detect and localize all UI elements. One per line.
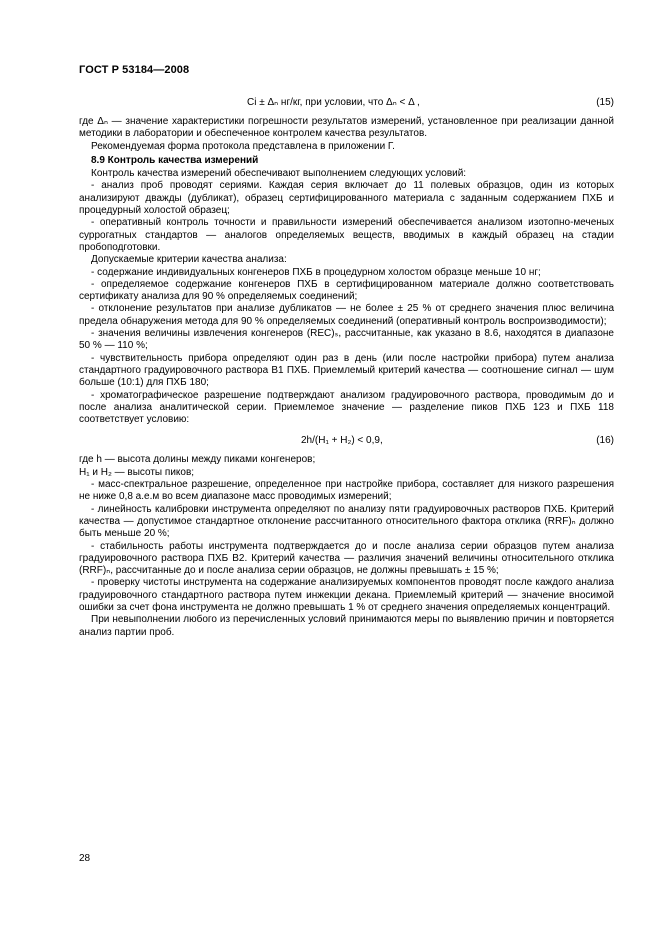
condition-item: - анализ проб проводят сериями. Каждая серия включает до 11 полевых образцов, один из которых анализируют дважды (дубликат), образец сертифицированного материала с заданным содержанием ПХБ и процедурный холостой образец; [79, 180, 614, 217]
definition-h: где h — высота долины между пиками конгенеров; [79, 454, 316, 466]
criterion-item: - линейность калибровки инструмента определяют по анализу пяти градуировочных растворов ПХБ. Критерий качества — допустимое стандартное отклонение рассчитанного относительного фактора отклика (RRF)ₙ должно быть меньше 20 %; [79, 503, 614, 540]
document-header: ГОСТ Р 53184—2008 [79, 64, 190, 76]
page-content [79, 94, 614, 639]
criterion-item: - хроматографическое разрешение подтверждают анализом градуировочного раствора, проводимым до и после анализа аналитической серии. Приемлемое значение — разделение пиков ПХБ 123 и ПХБ 118 соответствует условию: [79, 389, 614, 426]
criterion-item: - масс-спектральное разрешение, определенное при настройке прибора, составляет для низкого разрешения не ниже 0,8 а.е.м во всем диапазоне масс проводимых измерений; [79, 479, 614, 503]
section-intro: Контроль качества измерений обеспечивают выполнением следующих условий: [91, 168, 467, 180]
closing-paragraph: При невыполнении любого из перечисленных условий принимаются меры по выявлению причин и повторяется анализ партии проб. [79, 614, 614, 638]
criterion-item: - стабильность работы инструмента подтверждается до и после анализа серии образцов путем анализа градуировочного раствора ПХБ В2. Критерий качества — различия значений величины относительного отклика (RRF)ₙ, рассчитанные до и после анализа серии образцов, не должны превышать ± 15 %; [79, 540, 614, 577]
condition-item: - оперативный контроль точности и правильности измерений обеспечивается анализом изотопно-меченых суррогатных стандартов — аналогов определяемых веществ, вводимых в каждый образец на стадии пробоподготовки. [79, 217, 614, 253]
criterion-item: - значения величины извлечения конгенеров (REC)ₛ, рассчитанные, как указано в 8.6, находятся в диапазоне 50 % — 110 %; [79, 328, 614, 352]
definition-delta: где Δₙ — значение характеристики погрешности результатов измерений, установленное при реализации данной методики в лаборатории и обеспеченное контролем качества результатов. [79, 116, 614, 140]
formula-16-number: (16) [596, 435, 614, 447]
criterion-item: - содержание индивидуальных конгенеров ПХБ в процедурном холостом образце меньше 10 нг; [91, 266, 541, 278]
formula-15 [79, 94, 614, 112]
definition-H: H₁ и H₂ — высоты пиков; [79, 466, 195, 478]
criteria-intro: Допускаемые критерии качества анализа: [91, 254, 287, 266]
section-heading: 8.9 Контроль качества измерений [91, 154, 259, 166]
criterion-item: - чувствительность прибора определяют один раз в день (или после настройки прибора) путем анализа стандартного градуировочного раствора В1 ПХБ. Приемлемый критерий качества — соотношение сигнал — шум больше (10:1) для ПХБ 180; [79, 352, 614, 389]
formula-16-expression: 2h/(H₁ + H₂) < 0,9, [301, 435, 383, 447]
criterion-item: - определяемое содержание конгенеров ПХБ в сертифицированном материале должно соответствовать сертификату анализа для 90 % определяемых соединений; [79, 278, 614, 303]
criterion-item: - отклонение результатов при анализе дубликатов — не более ± 25 % от среднего значения плюс величина предела обнаружения метода для 90 % определяемых соединений (оперативный контроль воспроизводимости); [79, 303, 614, 327]
formula-16 [79, 432, 614, 450]
page-number: 28 [79, 853, 91, 864]
formula-15-expression: Ci ± Δₙ нг/кг, при условии, что Δₙ < Δ , [247, 97, 420, 108]
formula-15-number: (15) [596, 97, 614, 108]
protocol-reference: Рекомендуемая форма протокола представлена в приложении Г. [91, 140, 395, 152]
criterion-item: - проверку чистоты инструмента на содержание анализируемых компонентов проводят после каждого анализа градуировочного стандартного раствора путем инжекции декана. Приемлемый критерий — значение вносимой ошибки за счет фона инструмента не должно превышать 1 % от среднего значения определяемых концентраций. [79, 577, 614, 613]
